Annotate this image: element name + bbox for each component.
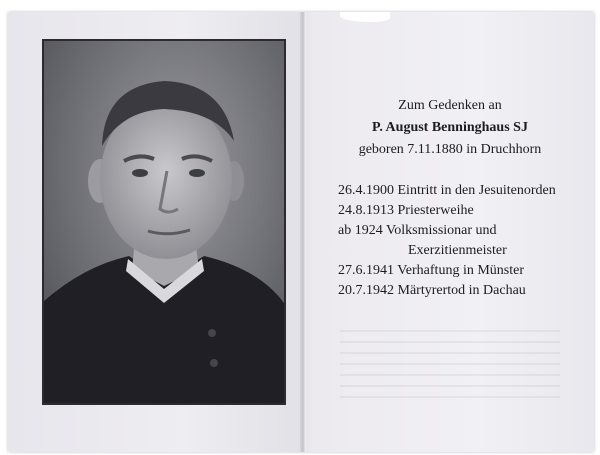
person-name: P. August Benninghaus SJ xyxy=(372,120,528,135)
event-line: 27.6.1941 Verhaftung in Münster xyxy=(338,263,524,278)
heading-dedication: Zum Gedenken an xyxy=(398,98,502,113)
event-line: Exerzitienmeister xyxy=(408,243,507,258)
event-line: 26.4.1900 Eintritt in den Jesuitenorden xyxy=(338,183,556,198)
portrait-photo xyxy=(42,39,286,405)
event-line: 20.7.1942 Märtyrertod in Dachau xyxy=(338,283,526,298)
memorial-text xyxy=(330,95,570,301)
life-events-list xyxy=(330,181,570,301)
event-line: ab 1924 Volksmissionar und xyxy=(338,223,497,238)
birth-line: geboren 7.11.1880 in Druchhorn xyxy=(358,142,542,157)
event-line: 24.8.1913 Priesterweihe xyxy=(338,203,474,218)
show-through-text xyxy=(340,330,560,400)
card-fold xyxy=(300,12,306,452)
